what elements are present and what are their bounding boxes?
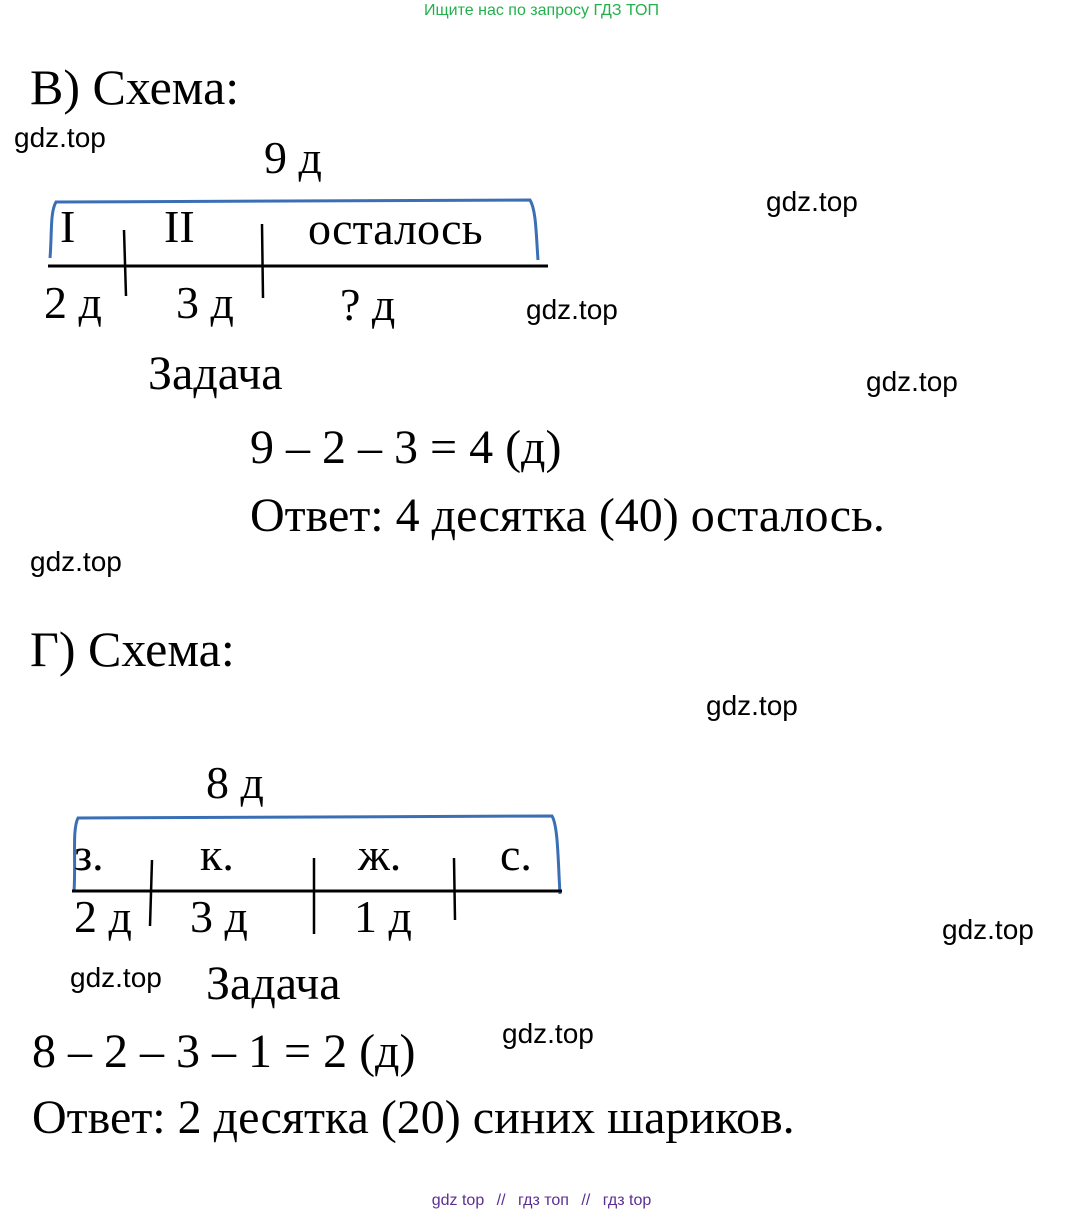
part-v-segment-label: II [164, 201, 195, 252]
part-v-answer: Ответ: 4 десятка (40) осталось. [250, 489, 885, 542]
footer-link[interactable]: gdz top [431, 1192, 485, 1209]
part-g-brace [74, 816, 560, 894]
watermark: gdz.top [14, 122, 106, 153]
part-g-segment-label: ж. [358, 829, 402, 880]
part-g-heading: Г) Схема: [30, 621, 235, 677]
part-g-divider [150, 860, 152, 926]
watermark: gdz.top [766, 186, 858, 217]
watermark: gdz.top [942, 914, 1034, 945]
footer-separator: // [496, 1192, 506, 1209]
part-g-segment-label: с. [500, 829, 532, 880]
part-v-value: 3 д [176, 277, 234, 328]
part-v-heading: В) Схема: [30, 59, 240, 115]
part-g-answer: Ответ: 2 десятка (20) синих шариков. [32, 1091, 795, 1144]
part-g-segment-label: к. [200, 829, 234, 880]
part-v-segment-label: I [60, 201, 76, 252]
part-v-value: ? д [340, 279, 396, 330]
part-v-equation: 9 – 2 – 3 = 4 (д) [250, 421, 562, 474]
part-g-value: 2 д [74, 891, 132, 942]
footer-links [0, 1193, 1083, 1209]
part-g-total: 8 д [206, 757, 264, 808]
search-hint-header: Ищите нас по запросу ГДЗ ТОП [424, 2, 659, 19]
part-g-divider [454, 858, 455, 920]
part-v-task-label: Задача [148, 347, 283, 400]
part-g-value: 3 д [190, 891, 248, 942]
watermark: gdz.top [706, 690, 798, 721]
part-v-total: 9 д [264, 132, 322, 183]
watermark: gdz.top [866, 366, 958, 397]
part-v-segment-label: осталось [308, 203, 483, 254]
part-g-segment-label: з. [74, 829, 104, 880]
part-g-equation: 8 – 2 – 3 – 1 = 2 (д) [32, 1025, 416, 1078]
part-g-value: 1 д [354, 891, 412, 942]
part-v-divider [124, 230, 126, 296]
footer-link[interactable]: гдз top [602, 1192, 652, 1209]
watermark: gdz.top [30, 546, 122, 577]
watermark: gdz.top [502, 1018, 594, 1049]
footer-link[interactable]: гдз топ [518, 1192, 569, 1209]
watermark: gdz.top [70, 962, 162, 993]
part-v-value: 2 д [44, 277, 102, 328]
watermark: gdz.top [526, 294, 618, 325]
footer-separator: // [581, 1192, 591, 1209]
part-v-divider [262, 224, 263, 298]
part-g-task-label: Задача [206, 957, 341, 1010]
